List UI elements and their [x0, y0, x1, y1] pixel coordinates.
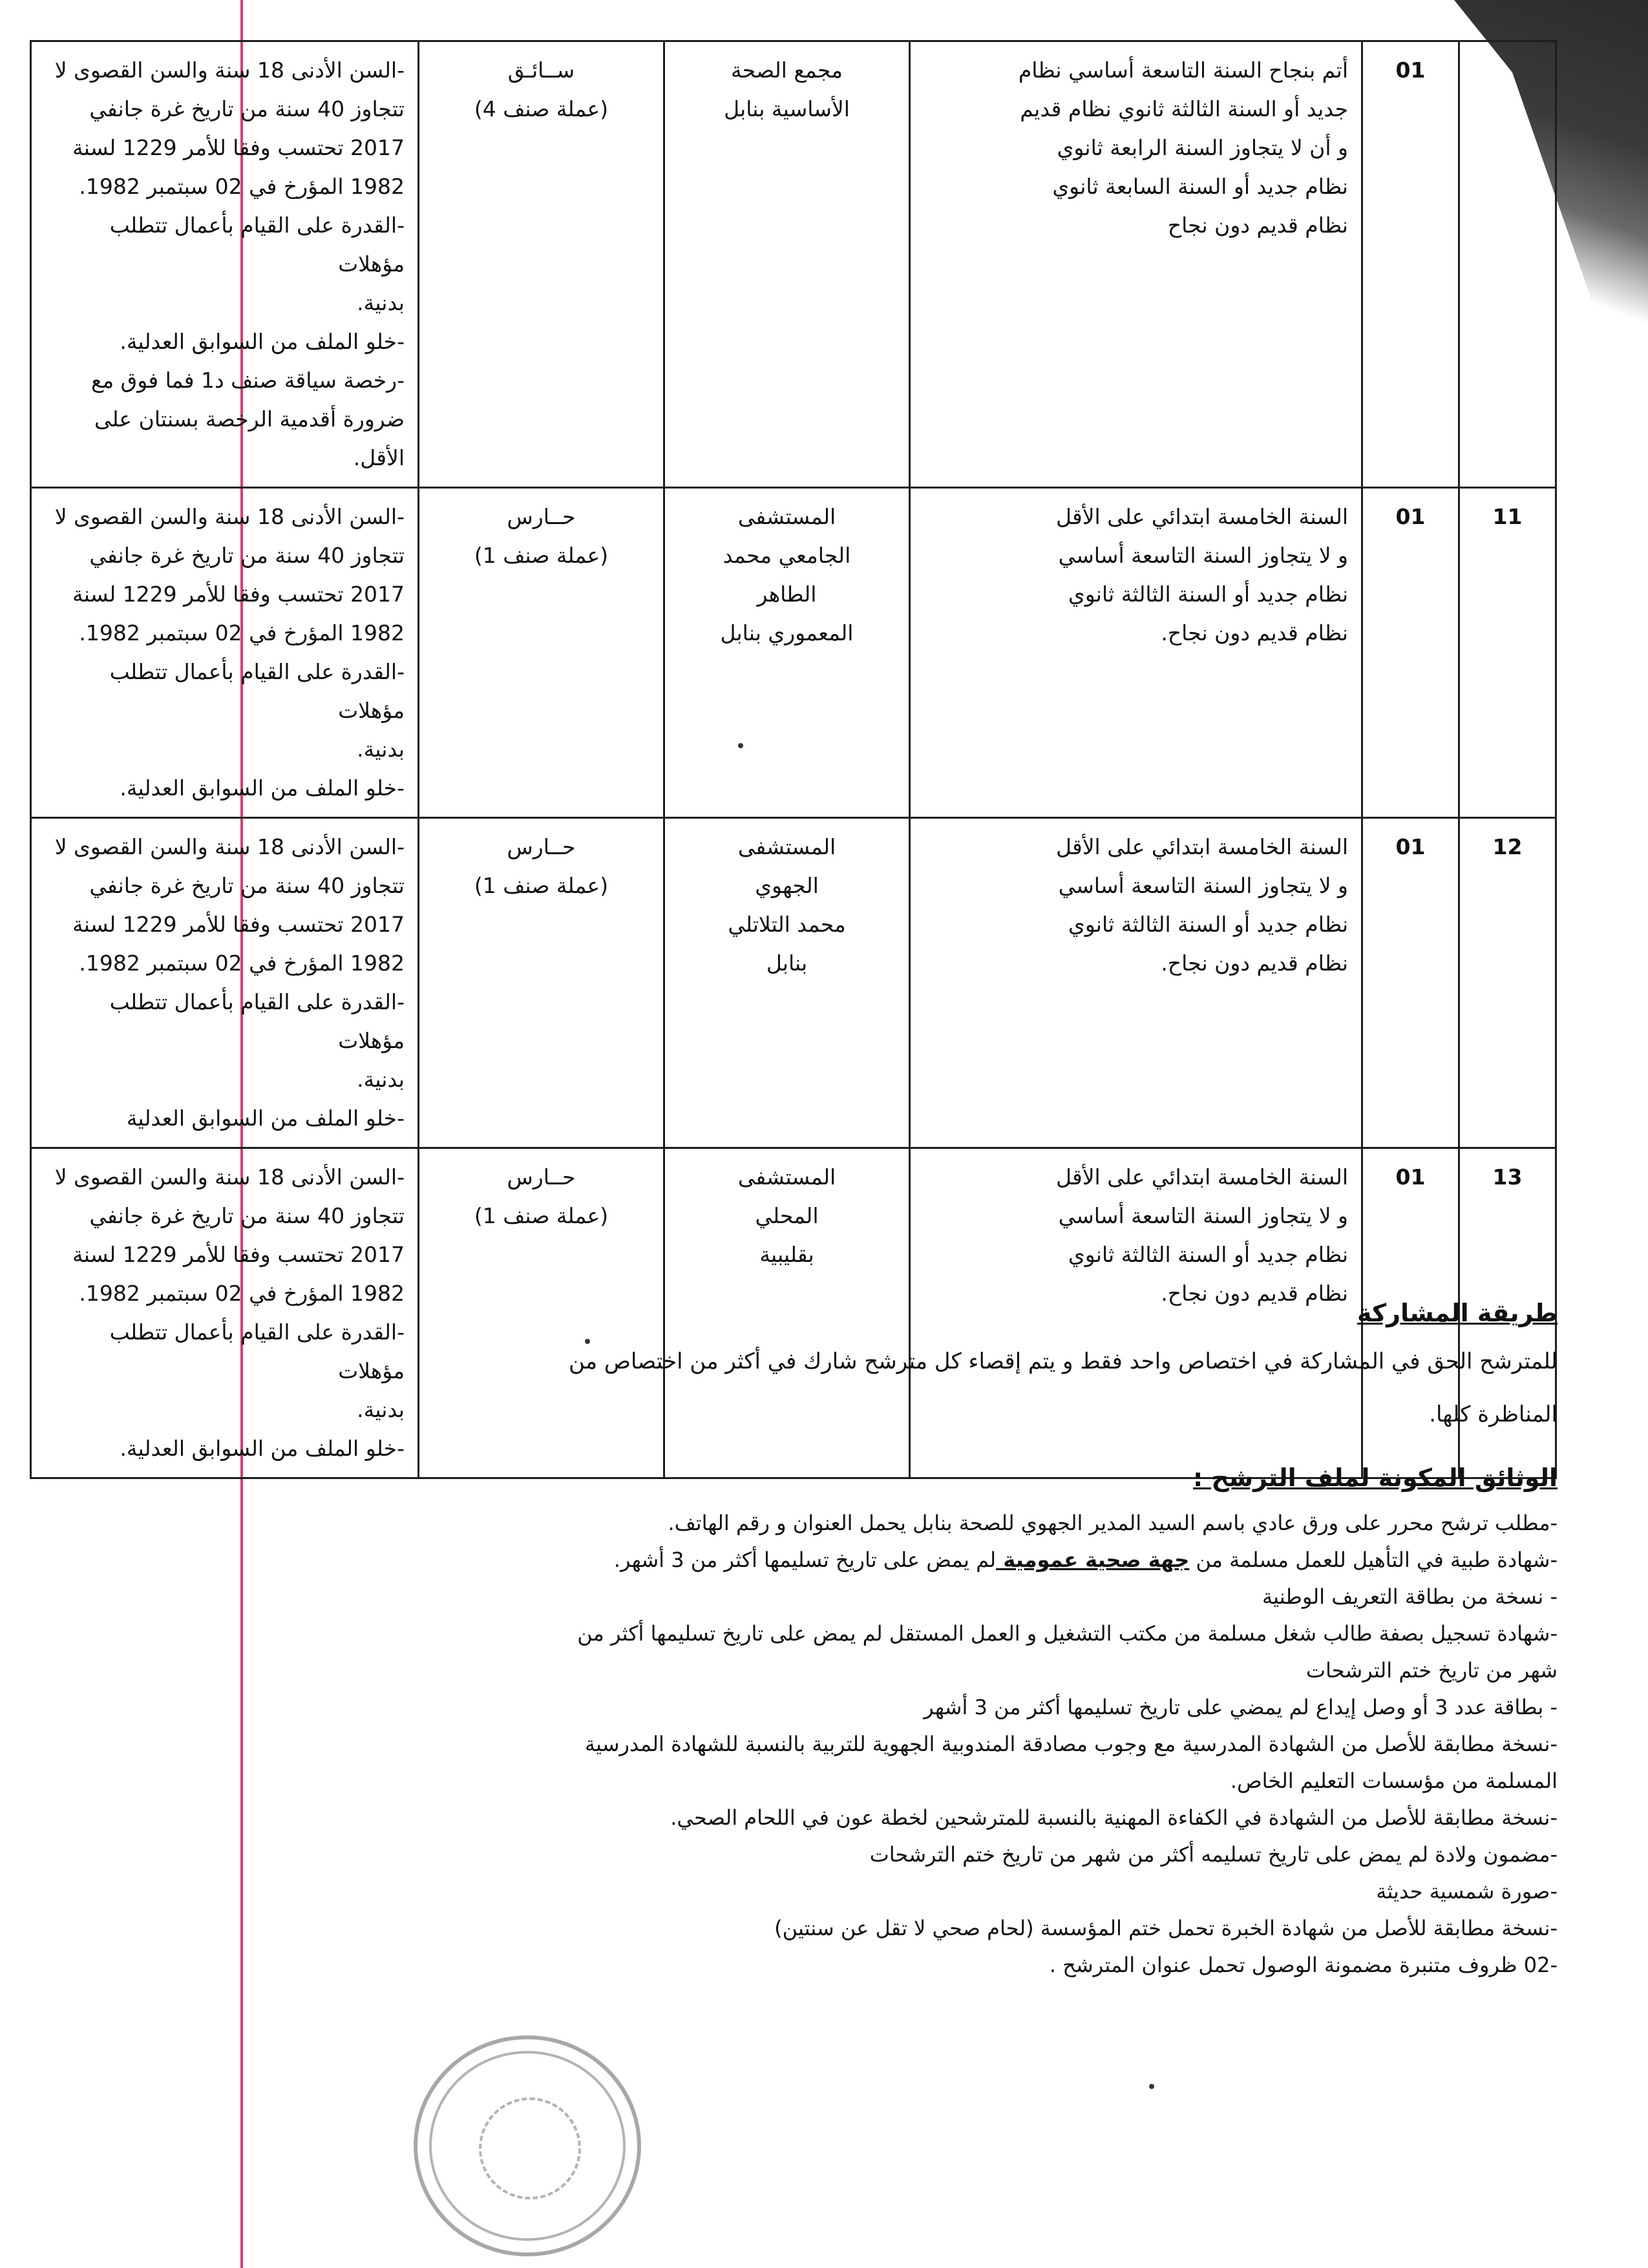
- document-item-text: -صورة شمسية حديثة: [1376, 1879, 1558, 1904]
- official-stamp: [414, 2035, 641, 2256]
- conditions-cell-line: -السن الأدنى 18 سنة والسن القصوى لا: [54, 504, 405, 529]
- document-item-text: -مطلب ترشح محرر على ورق عادي باسم السيد المدير الجهوي للصحة بنابل يحمل العنوان و رقم الهاتف.: [668, 1511, 1558, 1535]
- conditions-cell-line: 1982 المؤرخ في 02 سبتمبر 1982.: [79, 174, 405, 199]
- institution-cell-line: المستشفى: [737, 834, 836, 859]
- document-item: [577, 1763, 1558, 1800]
- qualification-cell-line: و لا يتجاوز السنة التاسعة أساسي: [1058, 873, 1348, 898]
- post-cell-line: حــارس: [507, 834, 576, 859]
- participation-line-2: المناظرة كلها.: [1429, 1402, 1558, 1427]
- conditions-cell-line: -خلو الملف من السوابق العدلية.: [120, 775, 405, 801]
- conditions-cell-line: 2017 تحتسب وفقا للأمر 1229 لسنة: [72, 912, 405, 937]
- medical-authority-emphasis: جهة صحية عمومية: [996, 1548, 1190, 1572]
- qualification-cell-line: نظام جديد أو السنة الثالثة ثانوي: [1068, 1242, 1348, 1267]
- conditions-cell-line: تتجاوز 40 سنة من تاريخ غرة جانفي: [89, 96, 405, 121]
- conditions-cell-line: -القدرة على القيام بأعمال تتطلب مؤهلات: [103, 213, 405, 277]
- table-row: [31, 488, 1556, 818]
- institution-cell-line: محمد التلاتلي: [728, 912, 846, 937]
- institution-cell-line: المحلي: [755, 1203, 819, 1228]
- document-item: [577, 1947, 1558, 1984]
- post-cell-line: (عملة صنف 1): [474, 873, 609, 898]
- stamp-emblem: [479, 2097, 581, 2200]
- post-cell: [419, 818, 664, 1148]
- conditions-cell-line: بدنية.: [357, 290, 405, 315]
- post-cell-line: ســائـق: [507, 58, 575, 83]
- qualification-cell-line: أتم بنجاح السنة التاسعة أساسي نظام: [1018, 58, 1348, 83]
- conditions-cell-line: -السن الأدنى 18 سنة والسن القصوى لا: [54, 58, 405, 83]
- document-item-text: -نسخة مطابقة للأصل من شهادة الخبرة تحمل ختم المؤسسة (لحام صحي لا تقل عن سنتين): [774, 1916, 1558, 1940]
- conditions-cell-line: تتجاوز 40 سنة من تاريخ غرة جانفي: [89, 1203, 405, 1228]
- post-cell-line: (عملة صنف 4): [474, 96, 609, 121]
- qualification-cell: [910, 41, 1362, 488]
- document-item-text: -شهادة طبية في التأهيل للعمل مسلمة من: [1196, 1548, 1558, 1572]
- participation-line-1: للمترشح الحق في المشاركة في اختصاص واحد فقط و يتم إقصاء كل مترشح شارك في أكثر من اختصاص من: [569, 1349, 1558, 1374]
- institution-cell-line: المستشفى: [737, 504, 836, 529]
- post-cell: [419, 41, 664, 488]
- qualification-cell-line: نظام قديم دون نجاح: [1167, 213, 1348, 238]
- document-item: [577, 1652, 1558, 1689]
- document-item: [577, 1505, 1558, 1542]
- conditions-cell-line: بدنية.: [357, 1067, 405, 1092]
- documents-list: [577, 1505, 1558, 1984]
- institution-cell-line: بنابل: [766, 950, 808, 976]
- qualification-cell-line: السنة الخامسة ابتدائي على الأقل: [1055, 1164, 1348, 1190]
- qualification-cell-line: نظام جديد أو السنة السابعة ثانوي: [1052, 174, 1348, 199]
- row-number: 13: [1459, 1148, 1556, 1478]
- institution-cell-line: الجامعي محمد: [723, 543, 851, 568]
- table-row: [31, 41, 1556, 488]
- conditions-cell: [31, 818, 419, 1148]
- post-count: 01: [1362, 488, 1459, 818]
- document-item: [577, 1615, 1558, 1652]
- document-item-text: -نسخة مطابقة للأصل من الشهادة المدرسية مع وجوب مصادقة المندوبية الجهوية للتربية بالنسبة للشهادة المدرسية: [584, 1732, 1558, 1756]
- document-item: [577, 1910, 1558, 1947]
- conditions-cell-line: تتجاوز 40 سنة من تاريخ غرة جانفي: [89, 873, 405, 898]
- documents-section: [577, 1464, 1558, 1984]
- qualification-cell-line: و لا يتجاوز السنة التاسعة أساسي: [1058, 543, 1348, 568]
- conditions-cell-line: -السن الأدنى 18 سنة والسن القصوى لا: [54, 1164, 405, 1190]
- row-number: 11: [1459, 488, 1556, 818]
- document-item-text: شهر من تاريخ ختم الترشحات: [1305, 1658, 1558, 1683]
- document-item: [577, 1836, 1558, 1873]
- post-cell-line: حــارس: [507, 1164, 576, 1190]
- document-item-text: -نسخة مطابقة للأصل من الشهادة في الكفاءة المهنية بالنسبة للمترشحين لخطة عون في اللحام الصحي.: [670, 1805, 1558, 1830]
- qualification-cell-line: نظام قديم دون نجاح.: [1161, 620, 1348, 646]
- conditions-cell-line: ضرورة أقدمية الرخصة بسنتان على الأقل.: [87, 406, 405, 470]
- document-item: [577, 1726, 1558, 1763]
- conditions-cell-line: تتجاوز 40 سنة من تاريخ غرة جانفي: [89, 543, 405, 568]
- conditions-cell-line: -القدرة على القيام بأعمال تتطلب مؤهلات: [103, 989, 405, 1053]
- institution-cell-line: الجهوي: [755, 873, 819, 898]
- qualification-cell-line: نظام جديد أو السنة الثالثة ثانوي: [1068, 912, 1348, 937]
- conditions-cell-line: -القدرة على القيام بأعمال تتطلب مؤهلات: [103, 1319, 405, 1383]
- document-item: [577, 1800, 1558, 1836]
- conditions-cell-line: بدنية.: [357, 1397, 405, 1422]
- document-item-text: - نسخة من بطاقة التعريف الوطنية: [1262, 1584, 1558, 1609]
- institution-cell-line: الأساسية بنابل: [724, 96, 850, 121]
- qualification-cell-line: جديد أو السنة الثالثة ثانوي نظام قديم: [1020, 96, 1348, 121]
- row-number: [1459, 41, 1556, 488]
- post-cell-line: (عملة صنف 1): [474, 1203, 609, 1228]
- participation-section: [569, 1299, 1558, 1437]
- institution-cell-line: المستشفى: [737, 1164, 836, 1190]
- document-item: [577, 1873, 1558, 1910]
- institution-cell: [664, 818, 910, 1148]
- conditions-cell: [31, 1148, 419, 1478]
- conditions-cell-line: 1982 المؤرخ في 02 سبتمبر 1982.: [79, 620, 405, 646]
- qualification-cell-line: نظام قديم دون نجاح.: [1161, 950, 1348, 976]
- post-count: 01: [1362, 818, 1459, 1148]
- conditions-cell: [31, 488, 419, 818]
- qualification-cell-line: السنة الخامسة ابتدائي على الأقل: [1055, 504, 1348, 529]
- qualification-cell: [910, 488, 1362, 818]
- table-row: [31, 818, 1556, 1148]
- document-item: [577, 1689, 1558, 1726]
- qualification-cell-line: و لا يتجاوز السنة التاسعة أساسي: [1058, 1203, 1348, 1228]
- post-count: 01: [1362, 41, 1459, 488]
- conditions-cell-line: -رخصة سياقة صنف د1 فما فوق مع: [90, 368, 405, 393]
- conditions-cell-line: 1982 المؤرخ في 02 سبتمبر 1982.: [79, 1281, 405, 1306]
- positions-table: [30, 40, 1557, 1479]
- row-number: 12: [1459, 818, 1556, 1148]
- medical-certificate-tail: لم يمض على تاريخ تسليمها أكثر من 3 أشهر.: [613, 1548, 997, 1572]
- conditions-cell-line: -خلو الملف من السوابق العدلية.: [120, 329, 405, 354]
- post-cell: [419, 488, 664, 818]
- participation-title: طريقة المشاركة: [1357, 1299, 1558, 1327]
- document-item: [577, 1542, 1558, 1579]
- documents-title: الوثائق المكونة لملف الترشح :: [1192, 1464, 1558, 1492]
- document-item: [577, 1579, 1558, 1615]
- speck: [738, 743, 743, 748]
- conditions-cell-line: -القدرة على القيام بأعمال تتطلب مؤهلات: [103, 659, 405, 723]
- post-count: 01: [1362, 1148, 1459, 1478]
- qualification-cell-line: نظام جديد أو السنة الثالثة ثانوي: [1068, 582, 1348, 607]
- document-item-text: المسلمة من مؤسسات التعليم الخاص.: [1230, 1769, 1558, 1793]
- conditions-cell-line: 1982 المؤرخ في 02 سبتمبر 1982.: [79, 950, 405, 976]
- conditions-cell-line: 2017 تحتسب وفقا للأمر 1229 لسنة: [72, 135, 405, 160]
- document-item-text: -مضمون ولادة لم يمض على تاريخ تسليمه أكثر من شهر من تاريخ ختم الترشحات: [869, 1842, 1558, 1867]
- conditions-cell-line: -خلو الملف من السوابق العدلية.: [120, 1436, 405, 1461]
- institution-cell-line: الطاهر: [757, 582, 817, 607]
- institution-cell: [664, 41, 910, 488]
- conditions-cell-line: 2017 تحتسب وفقا للأمر 1229 لسنة: [72, 1242, 405, 1267]
- conditions-cell-line: -السن الأدنى 18 سنة والسن القصوى لا: [54, 834, 405, 859]
- document-item-text: - بطاقة عدد 3 أو وصل إيداع لم يمضي على تاريخ تسليمها أكثر من 3 أشهر: [924, 1695, 1558, 1719]
- document-item-text: -02 ظروف متنبرة مضمونة الوصول تحمل عنوان المترشح .: [1049, 1953, 1558, 1977]
- conditions-cell-line: 2017 تحتسب وفقا للأمر 1229 لسنة: [72, 582, 405, 607]
- institution-cell: [664, 488, 910, 818]
- conditions-cell-line: -خلو الملف من السوابق العدلية: [126, 1106, 405, 1131]
- qualification-cell-line: السنة الخامسة ابتدائي على الأقل: [1055, 834, 1348, 859]
- institution-cell-line: المعموري بنابل: [720, 620, 854, 646]
- post-cell-line: (عملة صنف 1): [474, 543, 609, 568]
- institution-cell-line: بقليبية: [759, 1242, 814, 1267]
- speck: [585, 1339, 590, 1344]
- qualification-cell-line: و أن لا يتجاوز السنة الرابعة ثانوي: [1057, 135, 1348, 160]
- qualification-cell-line: نظام قديم دون نجاح.: [1161, 1281, 1348, 1306]
- speck: [1149, 2084, 1154, 2089]
- institution-cell-line: مجمع الصحة: [731, 58, 843, 83]
- post-cell-line: حــارس: [507, 504, 576, 529]
- qualification-cell: [910, 818, 1362, 1148]
- conditions-cell-line: بدنية.: [357, 737, 405, 762]
- document-item-text: -شهادة تسجيل بصفة طالب شغل مسلمة من مكتب التشغيل و العمل المستقل لم يمض على تاريخ تسليمها أكثر من: [577, 1621, 1558, 1646]
- conditions-cell: [31, 41, 419, 488]
